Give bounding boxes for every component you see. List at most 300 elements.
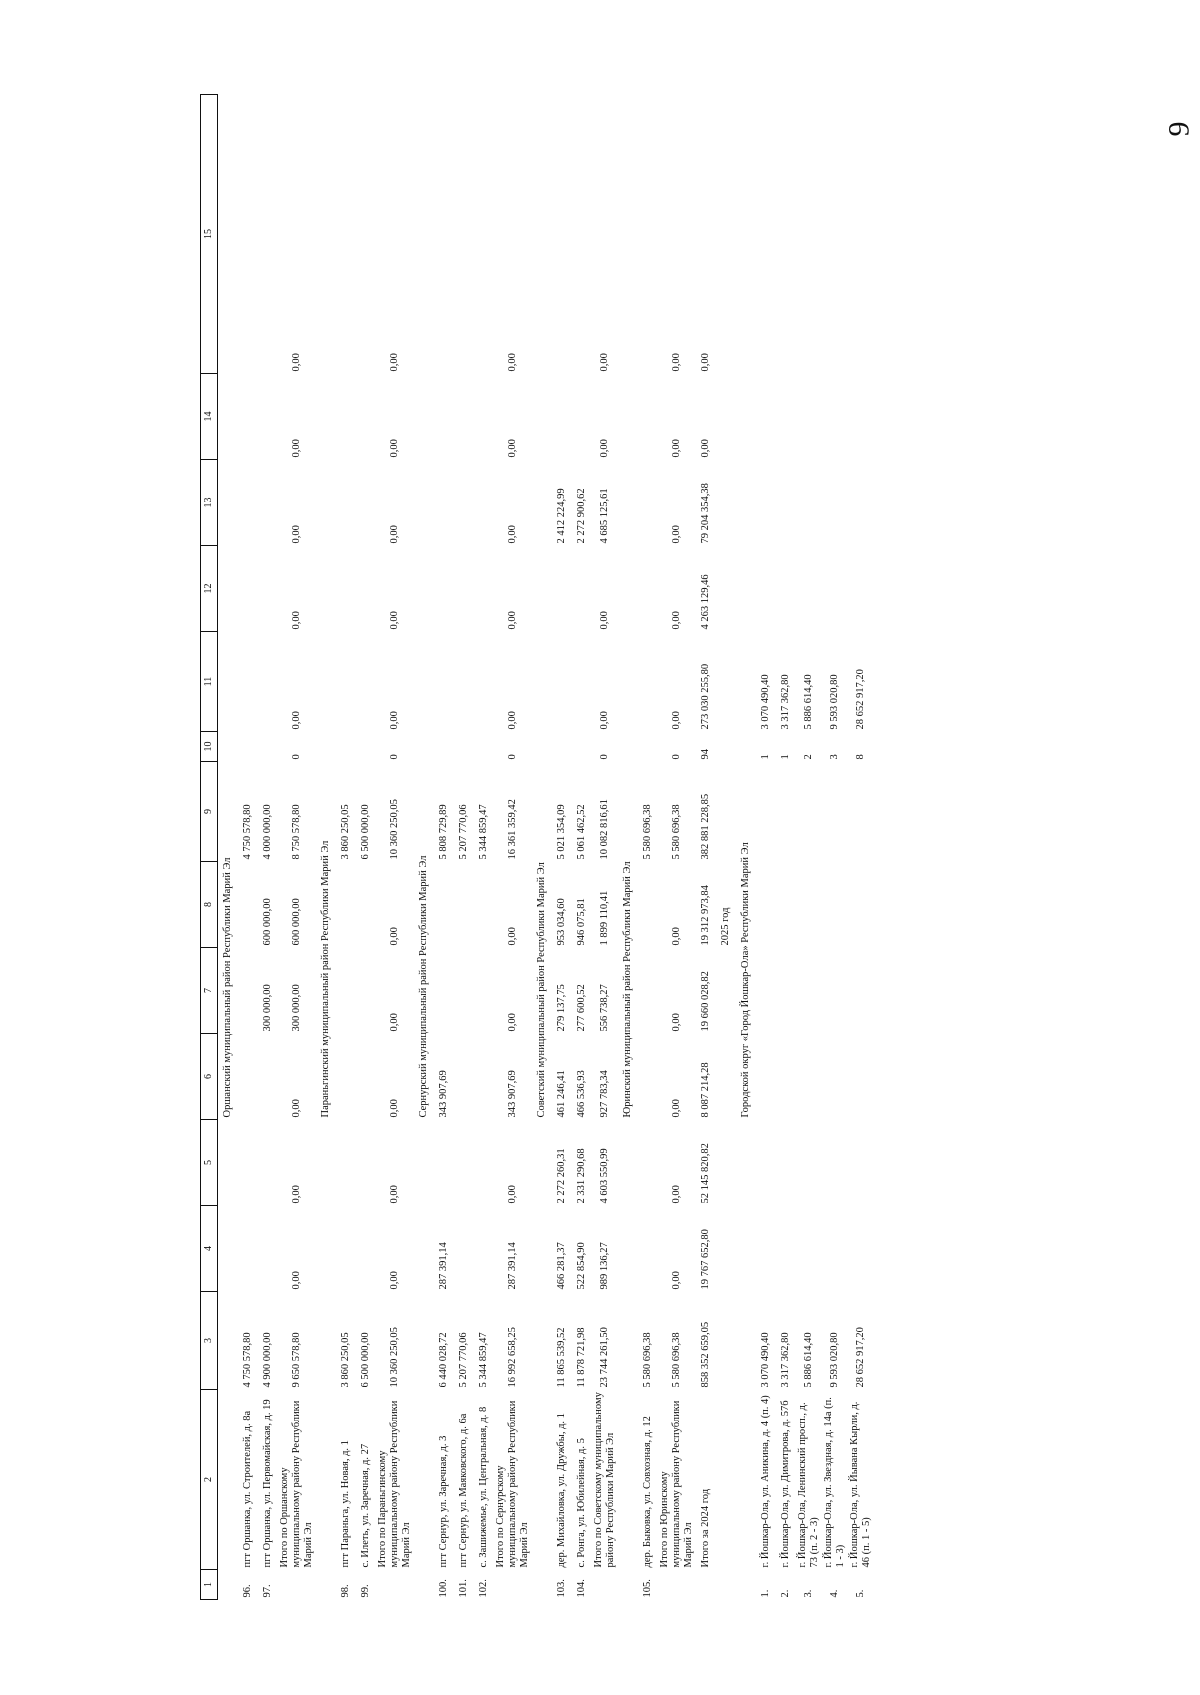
value-cell [638, 948, 658, 1034]
value-cell [238, 460, 258, 546]
value-cell: 0,00 [507, 711, 518, 730]
value-cell [848, 762, 874, 862]
value-cell: 0,00 [700, 439, 711, 458]
value-cell [356, 948, 376, 1034]
value-cell: 3 [829, 754, 840, 760]
address-cell: Итого по Оршанскому муниципальному району Республики Марий Эл [279, 1400, 314, 1568]
value-cell [356, 1120, 376, 1206]
value-cell: 0,00 [671, 711, 682, 730]
column-header: 8 [201, 862, 218, 948]
row-number-cell [376, 1570, 414, 1600]
value-cell: 858 352 659,05 [700, 1321, 711, 1388]
value-cell: 0,00 [599, 439, 610, 458]
value-cell: 6 440 028,72 [438, 1332, 449, 1388]
value-cell: 10 360 250,05 [389, 799, 400, 860]
value-cell [454, 862, 474, 948]
address-cell: пгт Сернур, ул. Маяковского, д. 6а [458, 1413, 469, 1568]
value-cell [796, 460, 822, 546]
section-heading-row [218, 95, 239, 1600]
value-cell [756, 948, 776, 1034]
value-cell: 9 593 020,80 [829, 674, 840, 730]
value-cell [474, 862, 494, 948]
value-cell [552, 546, 572, 632]
value-cell: 946 075,81 [576, 898, 587, 946]
value-cell: 273 030 255,80 [700, 663, 711, 730]
year-heading-row [716, 95, 736, 1600]
value-cell: 16 361 359,42 [507, 799, 518, 860]
value-cell: 6 500 000,00 [360, 804, 371, 860]
value-cell: 4 685 125,61 [599, 488, 610, 544]
value-cell [434, 732, 454, 762]
value-cell: 461 246,41 [556, 1070, 567, 1118]
value-cell [474, 95, 494, 374]
value-cell: 52 145 820,82 [700, 1143, 711, 1204]
value-cell [638, 460, 658, 546]
value-cell [258, 95, 278, 374]
value-cell [638, 95, 658, 374]
value-cell [238, 1206, 258, 1292]
value-cell [776, 862, 796, 948]
value-cell [776, 374, 796, 460]
value-cell [822, 374, 848, 460]
address-cell: Итого по Параньгинскому муниципальному району Республики Марий Эл [377, 1400, 412, 1568]
value-cell [258, 632, 278, 732]
value-cell: 0,00 [389, 1099, 400, 1118]
value-cell [336, 1120, 356, 1206]
value-cell: 3 070 490,40 [760, 1332, 771, 1388]
value-cell [572, 732, 592, 762]
value-cell [822, 862, 848, 948]
column-header: 5 [201, 1120, 218, 1206]
value-cell: 5 886 614,40 [803, 674, 814, 730]
value-cell: 0,00 [507, 1185, 518, 1204]
value-cell: 279 137,75 [556, 984, 567, 1032]
table-row [572, 95, 592, 1600]
value-cell [454, 95, 474, 374]
section-heading: Сернурский муниципальный район Республики Марий Эл [418, 855, 429, 1118]
row-number-cell: 105. [642, 1579, 653, 1598]
value-cell [822, 546, 848, 632]
value-cell [638, 732, 658, 762]
row-number-cell [658, 1570, 696, 1600]
value-cell [822, 1034, 848, 1120]
value-cell [258, 546, 278, 632]
value-cell [434, 460, 454, 546]
value-cell [258, 374, 278, 460]
value-cell [822, 762, 848, 862]
row-number-cell: 3. [803, 1589, 814, 1598]
value-cell [454, 1034, 474, 1120]
value-cell [258, 1120, 278, 1206]
value-cell [336, 948, 356, 1034]
value-cell: 0 [599, 754, 610, 760]
value-cell [796, 374, 822, 460]
address-cell: Итого по Советскому муниципальному району Республики Марий Эл [593, 1392, 616, 1568]
value-cell: 3 860 250,05 [340, 804, 351, 860]
value-cell: 5 344 859,47 [478, 1332, 489, 1388]
table-row [796, 95, 822, 1600]
value-cell [552, 374, 572, 460]
value-cell [356, 632, 376, 732]
value-cell [848, 948, 874, 1034]
year-heading: 2025 год [720, 907, 731, 946]
value-cell [848, 1120, 874, 1206]
subtotal-row [494, 95, 532, 1600]
value-cell [822, 948, 848, 1034]
value-cell: 0,00 [507, 1013, 518, 1032]
row-number-cell: 96. [242, 1584, 253, 1598]
value-cell: 3 860 250,05 [340, 1332, 351, 1388]
column-header: 11 [201, 632, 218, 732]
value-cell: 94 [700, 749, 711, 760]
spacer-cell [218, 1120, 239, 1600]
value-cell [822, 460, 848, 546]
subtotal-row [278, 95, 316, 1600]
rotated-table-container [200, 105, 1000, 1600]
column-header: 9 [201, 762, 218, 862]
table-row [756, 95, 776, 1600]
value-cell [638, 374, 658, 460]
value-cell [796, 546, 822, 632]
value-cell [638, 1034, 658, 1120]
value-cell: 0,00 [389, 439, 400, 458]
spacer-cell [736, 1120, 756, 1600]
section-heading-row [316, 95, 336, 1600]
section-heading: Параньгинский муниципальный район Республики Марий Эл [320, 840, 331, 1118]
value-cell [356, 1034, 376, 1120]
value-cell: 23 744 261,50 [599, 1327, 610, 1388]
table-row [336, 95, 356, 1600]
value-cell [238, 546, 258, 632]
value-cell: 466 281,37 [556, 1242, 567, 1290]
value-cell [238, 95, 258, 374]
value-cell: 0 [291, 754, 302, 760]
value-cell [356, 546, 376, 632]
value-cell [356, 732, 376, 762]
row-number-cell: 4. [829, 1589, 840, 1598]
table-row [552, 95, 572, 1600]
table-row [638, 95, 658, 1600]
value-cell [822, 1120, 848, 1206]
value-cell [336, 546, 356, 632]
value-cell: 5 580 696,38 [642, 1332, 653, 1388]
value-cell [822, 95, 848, 374]
row-number-cell: 2. [780, 1589, 791, 1598]
value-cell [336, 1206, 356, 1292]
value-cell [572, 632, 592, 732]
value-cell [474, 1206, 494, 1292]
row-number-cell [278, 1570, 316, 1600]
value-cell: 4 750 578,80 [242, 1332, 253, 1388]
value-cell [572, 546, 592, 632]
value-cell [258, 1034, 278, 1120]
column-header: 2 [201, 1390, 218, 1570]
address-cell: пгт Оршанка, ул. Первомайская, д. 19 [262, 1399, 273, 1568]
value-cell [776, 1206, 796, 1292]
value-cell [474, 460, 494, 546]
value-cell: 0,00 [671, 1013, 682, 1032]
address-cell: Итого по Сернурскому муниципальному району Республики Марий Эл [495, 1400, 530, 1568]
value-cell [238, 732, 258, 762]
row-number-cell: 102. [478, 1579, 489, 1598]
value-cell [848, 862, 874, 948]
value-cell [776, 546, 796, 632]
value-cell [434, 632, 454, 732]
value-cell [796, 948, 822, 1034]
value-cell [638, 546, 658, 632]
value-cell: 5 580 696,38 [642, 804, 653, 860]
value-cell [756, 1034, 776, 1120]
row-number-cell [696, 1570, 716, 1600]
value-cell: 2 272 900,62 [576, 488, 587, 544]
value-cell: 1 899 110,41 [599, 890, 610, 946]
value-cell [356, 374, 376, 460]
value-cell: 0 [507, 754, 518, 760]
value-cell: 522 854,90 [576, 1242, 587, 1290]
value-cell [776, 948, 796, 1034]
value-cell: 11 865 539,52 [556, 1327, 567, 1388]
value-cell [848, 1034, 874, 1120]
row-number-cell: 99. [360, 1584, 371, 1598]
table-row [238, 95, 258, 1600]
value-cell: 0,00 [389, 927, 400, 946]
row-number-cell: 100. [438, 1579, 449, 1598]
value-cell: 927 783,34 [599, 1070, 610, 1118]
address-cell: дер. Быковка, ул. Совхозная, д. 12 [642, 1416, 653, 1568]
column-header: 6 [201, 1034, 218, 1120]
address-cell: Итого по Юринскому муниципальному району Республики Марий Эл [659, 1400, 694, 1568]
value-cell [356, 460, 376, 546]
value-cell: 0,00 [389, 711, 400, 730]
address-cell: дер. Михайловка, ул. Дружбы, д. 1 [556, 1413, 567, 1568]
value-cell [756, 762, 776, 862]
value-cell: 5 207 770,06 [458, 804, 469, 860]
value-cell: 16 992 658,25 [507, 1327, 518, 1388]
value-cell [474, 374, 494, 460]
value-cell: 8 750 578,80 [291, 804, 302, 860]
value-cell [454, 460, 474, 546]
value-cell: 0,00 [507, 353, 518, 372]
value-cell [454, 546, 474, 632]
value-cell [238, 374, 258, 460]
column-header: 1 [201, 1570, 218, 1600]
value-cell [336, 732, 356, 762]
address-cell: с. Илеть, ул. Заречная, д. 27 [360, 1443, 371, 1568]
value-cell: 382 881 228,85 [700, 793, 711, 860]
column-header: 10 [201, 732, 218, 762]
value-cell: 0,00 [671, 927, 682, 946]
table-row [822, 95, 848, 1600]
value-cell: 5 886 614,40 [803, 1332, 814, 1388]
spacer-cell [414, 1120, 434, 1600]
value-cell: 0,00 [389, 1271, 400, 1290]
value-cell [454, 948, 474, 1034]
spacer-cell [618, 1120, 638, 1600]
address-cell: г. Йошкар-Ола, Ленинский просп., д. 73 (п. 2 - 3) [797, 1402, 820, 1568]
value-cell: 10 082 816,61 [599, 799, 610, 860]
value-cell [638, 1120, 658, 1206]
value-cell: 79 204 354,38 [700, 483, 711, 544]
value-cell: 2 412 224,99 [556, 488, 567, 544]
row-number-cell: 98. [340, 1584, 351, 1598]
table-row [776, 95, 796, 1600]
value-cell [474, 546, 494, 632]
value-cell: 0,00 [507, 611, 518, 630]
table-row [474, 95, 494, 1600]
value-cell [776, 460, 796, 546]
value-cell [434, 95, 454, 374]
section-heading-row [532, 95, 552, 1600]
value-cell: 0,00 [671, 1271, 682, 1290]
data-table [200, 94, 874, 1600]
value-cell [336, 1034, 356, 1120]
value-cell: 1 [760, 754, 771, 760]
table-row [434, 95, 454, 1600]
address-cell: с. Зашижемье, ул. Центральная, д. 8 [478, 1406, 489, 1568]
value-cell: 0,00 [291, 1099, 302, 1118]
value-cell [258, 460, 278, 546]
value-cell [572, 374, 592, 460]
section-heading-row [736, 95, 756, 1600]
value-cell: 2 331 290,68 [576, 1148, 587, 1204]
value-cell [776, 762, 796, 862]
address-cell: г. Йошкар-Ола, ул. Димитрова, д. 57б [780, 1400, 791, 1568]
value-cell: 0,00 [389, 611, 400, 630]
value-cell [756, 862, 776, 948]
value-cell: 0,00 [507, 525, 518, 544]
value-cell: 9 593 020,80 [829, 1332, 840, 1388]
table-row [356, 95, 376, 1600]
value-cell [848, 546, 874, 632]
value-cell [454, 732, 474, 762]
value-cell [434, 948, 454, 1034]
value-cell [756, 374, 776, 460]
section-heading: Городской округ «Город Йошкар-Ола» Республики Марий Эл [740, 842, 751, 1118]
address-cell: г. Йошкар-Ола, ул. Звездная, д. 14а (п. 1 - 3) [823, 1397, 846, 1568]
value-cell: 19 660 028,82 [700, 971, 711, 1032]
value-cell: 556 738,27 [599, 984, 610, 1032]
value-cell [552, 95, 572, 374]
address-cell: Итого за 2024 год [700, 1488, 711, 1568]
value-cell [756, 95, 776, 374]
value-cell: 989 136,27 [599, 1242, 610, 1290]
value-cell: 0,00 [389, 353, 400, 372]
value-cell [638, 1206, 658, 1292]
value-cell [434, 546, 454, 632]
value-cell [776, 1120, 796, 1206]
column-header: 3 [201, 1292, 218, 1390]
column-header: 14 [201, 374, 218, 460]
value-cell: 0,00 [671, 1099, 682, 1118]
value-cell: 19 767 652,80 [700, 1229, 711, 1290]
value-cell: 0,00 [389, 1013, 400, 1032]
value-cell: 287 391,14 [438, 1242, 449, 1290]
value-cell: 8 087 214,28 [700, 1062, 711, 1118]
row-number-cell: 103. [556, 1579, 567, 1598]
row-number-cell: 5. [855, 1589, 866, 1598]
column-header-row [201, 95, 218, 1600]
value-cell: 9 650 578,80 [291, 1332, 302, 1388]
value-cell [776, 1034, 796, 1120]
section-heading: Советский муниципальный район Республики Марий Эл [536, 862, 547, 1118]
value-cell: 28 652 917,20 [855, 669, 866, 730]
value-cell: 0,00 [507, 439, 518, 458]
column-header: 7 [201, 948, 218, 1034]
value-cell: 0,00 [700, 353, 711, 372]
subtotal-row [592, 95, 618, 1600]
row-number-cell: 1. [760, 1589, 771, 1598]
value-cell: 0,00 [599, 353, 610, 372]
value-cell: 343 907,69 [507, 1070, 518, 1118]
value-cell: 466 536,93 [576, 1070, 587, 1118]
value-cell: 0,00 [671, 1185, 682, 1204]
value-cell [238, 632, 258, 732]
value-cell [336, 374, 356, 460]
value-cell [848, 1206, 874, 1292]
value-cell: 3 070 490,40 [760, 674, 771, 730]
section-heading: Юринский муниципальный район Республики Марий Эл [622, 861, 633, 1118]
spacer-cell [532, 1120, 552, 1600]
value-cell: 0,00 [291, 1185, 302, 1204]
value-cell [796, 95, 822, 374]
value-cell [552, 632, 572, 732]
value-cell [336, 862, 356, 948]
table-row [848, 95, 874, 1600]
address-cell: пгт Сернур, ул. Заречная, д. 3 [438, 1435, 449, 1568]
column-header: 13 [201, 460, 218, 546]
value-cell: 0,00 [671, 353, 682, 372]
table-row [258, 95, 278, 1600]
value-cell: 19 312 973,84 [700, 885, 711, 946]
value-cell: 0,00 [291, 1271, 302, 1290]
value-cell [356, 1206, 376, 1292]
value-cell [638, 862, 658, 948]
value-cell: 0,00 [389, 525, 400, 544]
value-cell [454, 1120, 474, 1206]
value-cell [454, 1206, 474, 1292]
value-cell: 277 600,52 [576, 984, 587, 1032]
address-cell: г. Йошкар-Ола, ул. Йывана Кырли, д. 46 (п. 1 - 5) [849, 1401, 872, 1568]
row-number-cell [494, 1570, 532, 1600]
value-cell: 3 317 362,80 [780, 674, 791, 730]
spacer-cell [716, 948, 736, 1600]
value-cell: 0 [389, 754, 400, 760]
value-cell: 5 021 354,09 [556, 804, 567, 860]
value-cell: 0,00 [291, 525, 302, 544]
value-cell: 300 000,00 [291, 984, 302, 1032]
value-cell [756, 1206, 776, 1292]
value-cell [756, 460, 776, 546]
address-cell: пгт Оршанка, ул. Строителей, д. 8а [242, 1410, 253, 1568]
value-cell: 0,00 [291, 439, 302, 458]
value-cell: 5 580 696,38 [671, 1332, 682, 1388]
value-cell: 0,00 [389, 1185, 400, 1204]
value-cell: 5 580 696,38 [671, 804, 682, 860]
value-cell [474, 1120, 494, 1206]
subtotal-row [376, 95, 414, 1600]
column-header: 15 [201, 95, 218, 374]
value-cell [572, 95, 592, 374]
value-cell [776, 95, 796, 374]
value-cell: 0,00 [671, 611, 682, 630]
value-cell [796, 1034, 822, 1120]
value-cell [356, 95, 376, 374]
value-cell [336, 632, 356, 732]
value-cell [434, 1120, 454, 1206]
value-cell: 2 [803, 754, 814, 760]
value-cell: 11 878 721,98 [576, 1327, 587, 1388]
grand-total-row [696, 95, 716, 1600]
